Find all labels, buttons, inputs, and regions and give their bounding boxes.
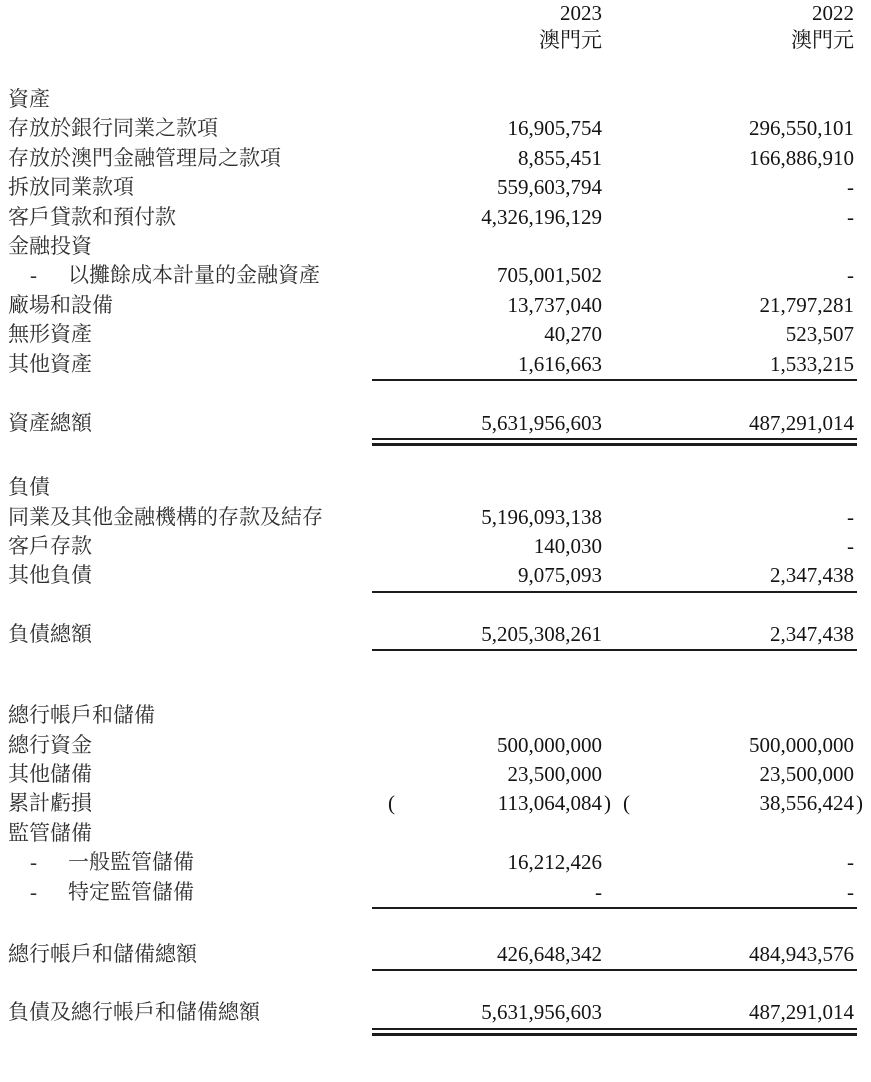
- amount-2022: -: [847, 879, 854, 904]
- amount-2023: 705,001,502: [497, 263, 602, 288]
- amount-2023: 16,905,754: [507, 116, 602, 141]
- row-specific-regulatory-reserve: [0, 878, 871, 907]
- row-label: 無形資產: [8, 322, 92, 347]
- amount-2023: 426,648,342: [497, 941, 602, 966]
- subitem-label-text: 一般監管儲備: [68, 850, 194, 875]
- row-label: 客戶貸款和預付款: [8, 204, 176, 229]
- row-placements-with-banks: [0, 173, 871, 202]
- row-label: 同業及其他金融機構的存款及結存: [8, 504, 323, 529]
- single-rule-below-other-assets: [372, 379, 857, 381]
- row-amortised-cost-assets: [0, 261, 871, 290]
- single-rule-below-specific-regulatory-reserve: [372, 907, 857, 909]
- amount-2022: -: [847, 850, 854, 875]
- amount-2023: 1,616,663: [518, 351, 602, 376]
- row-label: 負債: [8, 475, 50, 500]
- amount-2023: 5,196,093,138: [481, 504, 602, 529]
- row-label: 總行帳戶和儲備: [8, 703, 155, 728]
- row-total-liabilities-and-ho: [0, 998, 871, 1027]
- amount-2023: 16,212,426: [507, 850, 602, 875]
- amount-2022: 2,347,438: [770, 621, 854, 646]
- year-2023-header: 2023: [560, 1, 602, 25]
- amount-2022: 21,797,281: [759, 292, 854, 317]
- amount-2022: 523,507: [785, 322, 854, 347]
- row-label: 其他資產: [8, 351, 92, 376]
- row-label: 存放於澳門金融管理局之款項: [8, 145, 281, 170]
- close-paren: ): [856, 791, 863, 816]
- amount-2023: 140,030: [533, 534, 602, 559]
- header-spacer: [0, 26, 372, 55]
- row-other-reserves: [0, 760, 871, 789]
- row-label: 累計虧損: [8, 791, 92, 816]
- currency-label-2022: 澳門元: [791, 28, 854, 52]
- close-paren: ): [604, 791, 611, 816]
- row-label: 總行帳戶和儲備總額: [8, 941, 197, 966]
- year-2022-header: 2022: [812, 1, 854, 25]
- subitem-dash: -: [30, 850, 37, 875]
- row-label: 其他儲備: [8, 762, 92, 787]
- amount-2022: 500,000,000: [749, 732, 854, 757]
- double-rule-below-total-liabilities-and-ho: [372, 1028, 857, 1036]
- amount-2023: 9,075,093: [518, 563, 602, 588]
- row-loans-and-advances: [0, 203, 871, 232]
- row-label: 監管儲備: [8, 820, 92, 845]
- amount-2022: -: [847, 534, 854, 559]
- amount-value: 113,064,084: [497, 791, 602, 816]
- amount-2022: 487,291,014: [749, 410, 854, 435]
- row-ho-accounts-heading: [0, 701, 871, 730]
- row-liabilities-heading: [0, 473, 871, 502]
- row-label: 負債及總行帳戶和儲備總額: [8, 1000, 260, 1025]
- row-due-from-banks: [0, 114, 871, 143]
- row-label: 客戶存款: [8, 534, 92, 559]
- row-accumulated-losses: [0, 789, 871, 818]
- row-total-assets: [0, 409, 871, 438]
- amount-2023: 5,631,956,603: [481, 1000, 602, 1025]
- amount-2022: 296,550,101: [749, 116, 854, 141]
- single-rule-below-total-liabilities: [372, 649, 857, 651]
- amount-2022: -: [847, 504, 854, 529]
- amount-2023: 40,270: [544, 322, 602, 347]
- amount-2023: 13,737,040: [507, 292, 602, 317]
- amount-2023: 5,631,956,603: [481, 410, 602, 435]
- row-label: 拆放同業款項: [8, 175, 134, 200]
- amount-2022: 23,500,000: [759, 762, 854, 787]
- column-year-header-row: [0, 0, 871, 26]
- row-label: [0, 261, 372, 290]
- row-ho-capital: [0, 731, 871, 760]
- row-label: 負債總額: [8, 621, 92, 646]
- double-rule-below-total-assets: [372, 438, 857, 446]
- open-paren: (: [623, 791, 630, 816]
- statement-rows: [0, 85, 871, 1036]
- row-label: 其他負債: [8, 563, 92, 588]
- amount-2022: 487,291,014: [749, 1000, 854, 1025]
- row-financial-investments: [0, 232, 871, 261]
- row-other-liabilities: [0, 561, 871, 590]
- amount-2023: 559,603,794: [497, 175, 602, 200]
- row-intangible-assets: [0, 320, 871, 349]
- row-label: 資產: [8, 87, 50, 111]
- row-total-ho-accounts: [0, 940, 871, 969]
- row-label: [0, 848, 372, 877]
- amount-2022: [623, 789, 863, 818]
- row-regulatory-reserves-heading: [0, 819, 871, 848]
- amount-2023: 500,000,000: [497, 732, 602, 757]
- amount-2023: 8,855,451: [518, 145, 602, 170]
- row-assets-heading: [0, 85, 871, 114]
- amount-2022: -: [847, 204, 854, 229]
- amount-2023: 4,326,196,129: [481, 204, 602, 229]
- subitem-dash: -: [30, 879, 37, 904]
- amount-2023: -: [595, 879, 602, 904]
- amount-value: 38,556,424: [759, 791, 854, 816]
- row-due-from-amcm: [0, 144, 871, 173]
- single-rule-below-other-liabilities: [372, 591, 857, 593]
- single-rule-below-total-ho-accounts: [372, 969, 857, 971]
- row-label: 存放於銀行同業之款項: [8, 116, 218, 141]
- row-premises-and-equipment: [0, 291, 871, 320]
- amount-2022: 166,886,910: [749, 145, 854, 170]
- column-currency-header-row: [0, 26, 871, 55]
- row-label: 資產總額: [8, 410, 92, 435]
- row-general-regulatory-reserve: [0, 848, 871, 877]
- subitem-label-text: 特定監管儲備: [68, 879, 194, 904]
- subitem-label-text: 以攤餘成本計量的金融資產: [68, 263, 320, 288]
- row-label: 廠場和設備: [8, 292, 113, 317]
- row-total-liabilities: [0, 620, 871, 649]
- subitem-dash: -: [30, 263, 37, 288]
- row-label: 金融投資: [8, 233, 92, 258]
- amount-2023: 23,500,000: [507, 762, 602, 787]
- amount-2022: -: [847, 263, 854, 288]
- amount-2022: 484,943,576: [749, 941, 854, 966]
- amount-2023: [372, 789, 611, 818]
- amount-2022: -: [847, 175, 854, 200]
- amount-2022: 2,347,438: [770, 563, 854, 588]
- row-label: 總行資金: [8, 732, 92, 757]
- open-paren: (: [388, 791, 395, 816]
- row-other-assets: [0, 350, 871, 379]
- amount-2022: 1,533,215: [770, 351, 854, 376]
- currency-label-2023: 澳門元: [539, 28, 602, 52]
- row-customer-deposits: [0, 532, 871, 561]
- row-deposits-from-banks: [0, 503, 871, 532]
- row-label: [0, 878, 372, 907]
- header-spacer: [0, 0, 372, 26]
- amount-2023: 5,205,308,261: [481, 621, 602, 646]
